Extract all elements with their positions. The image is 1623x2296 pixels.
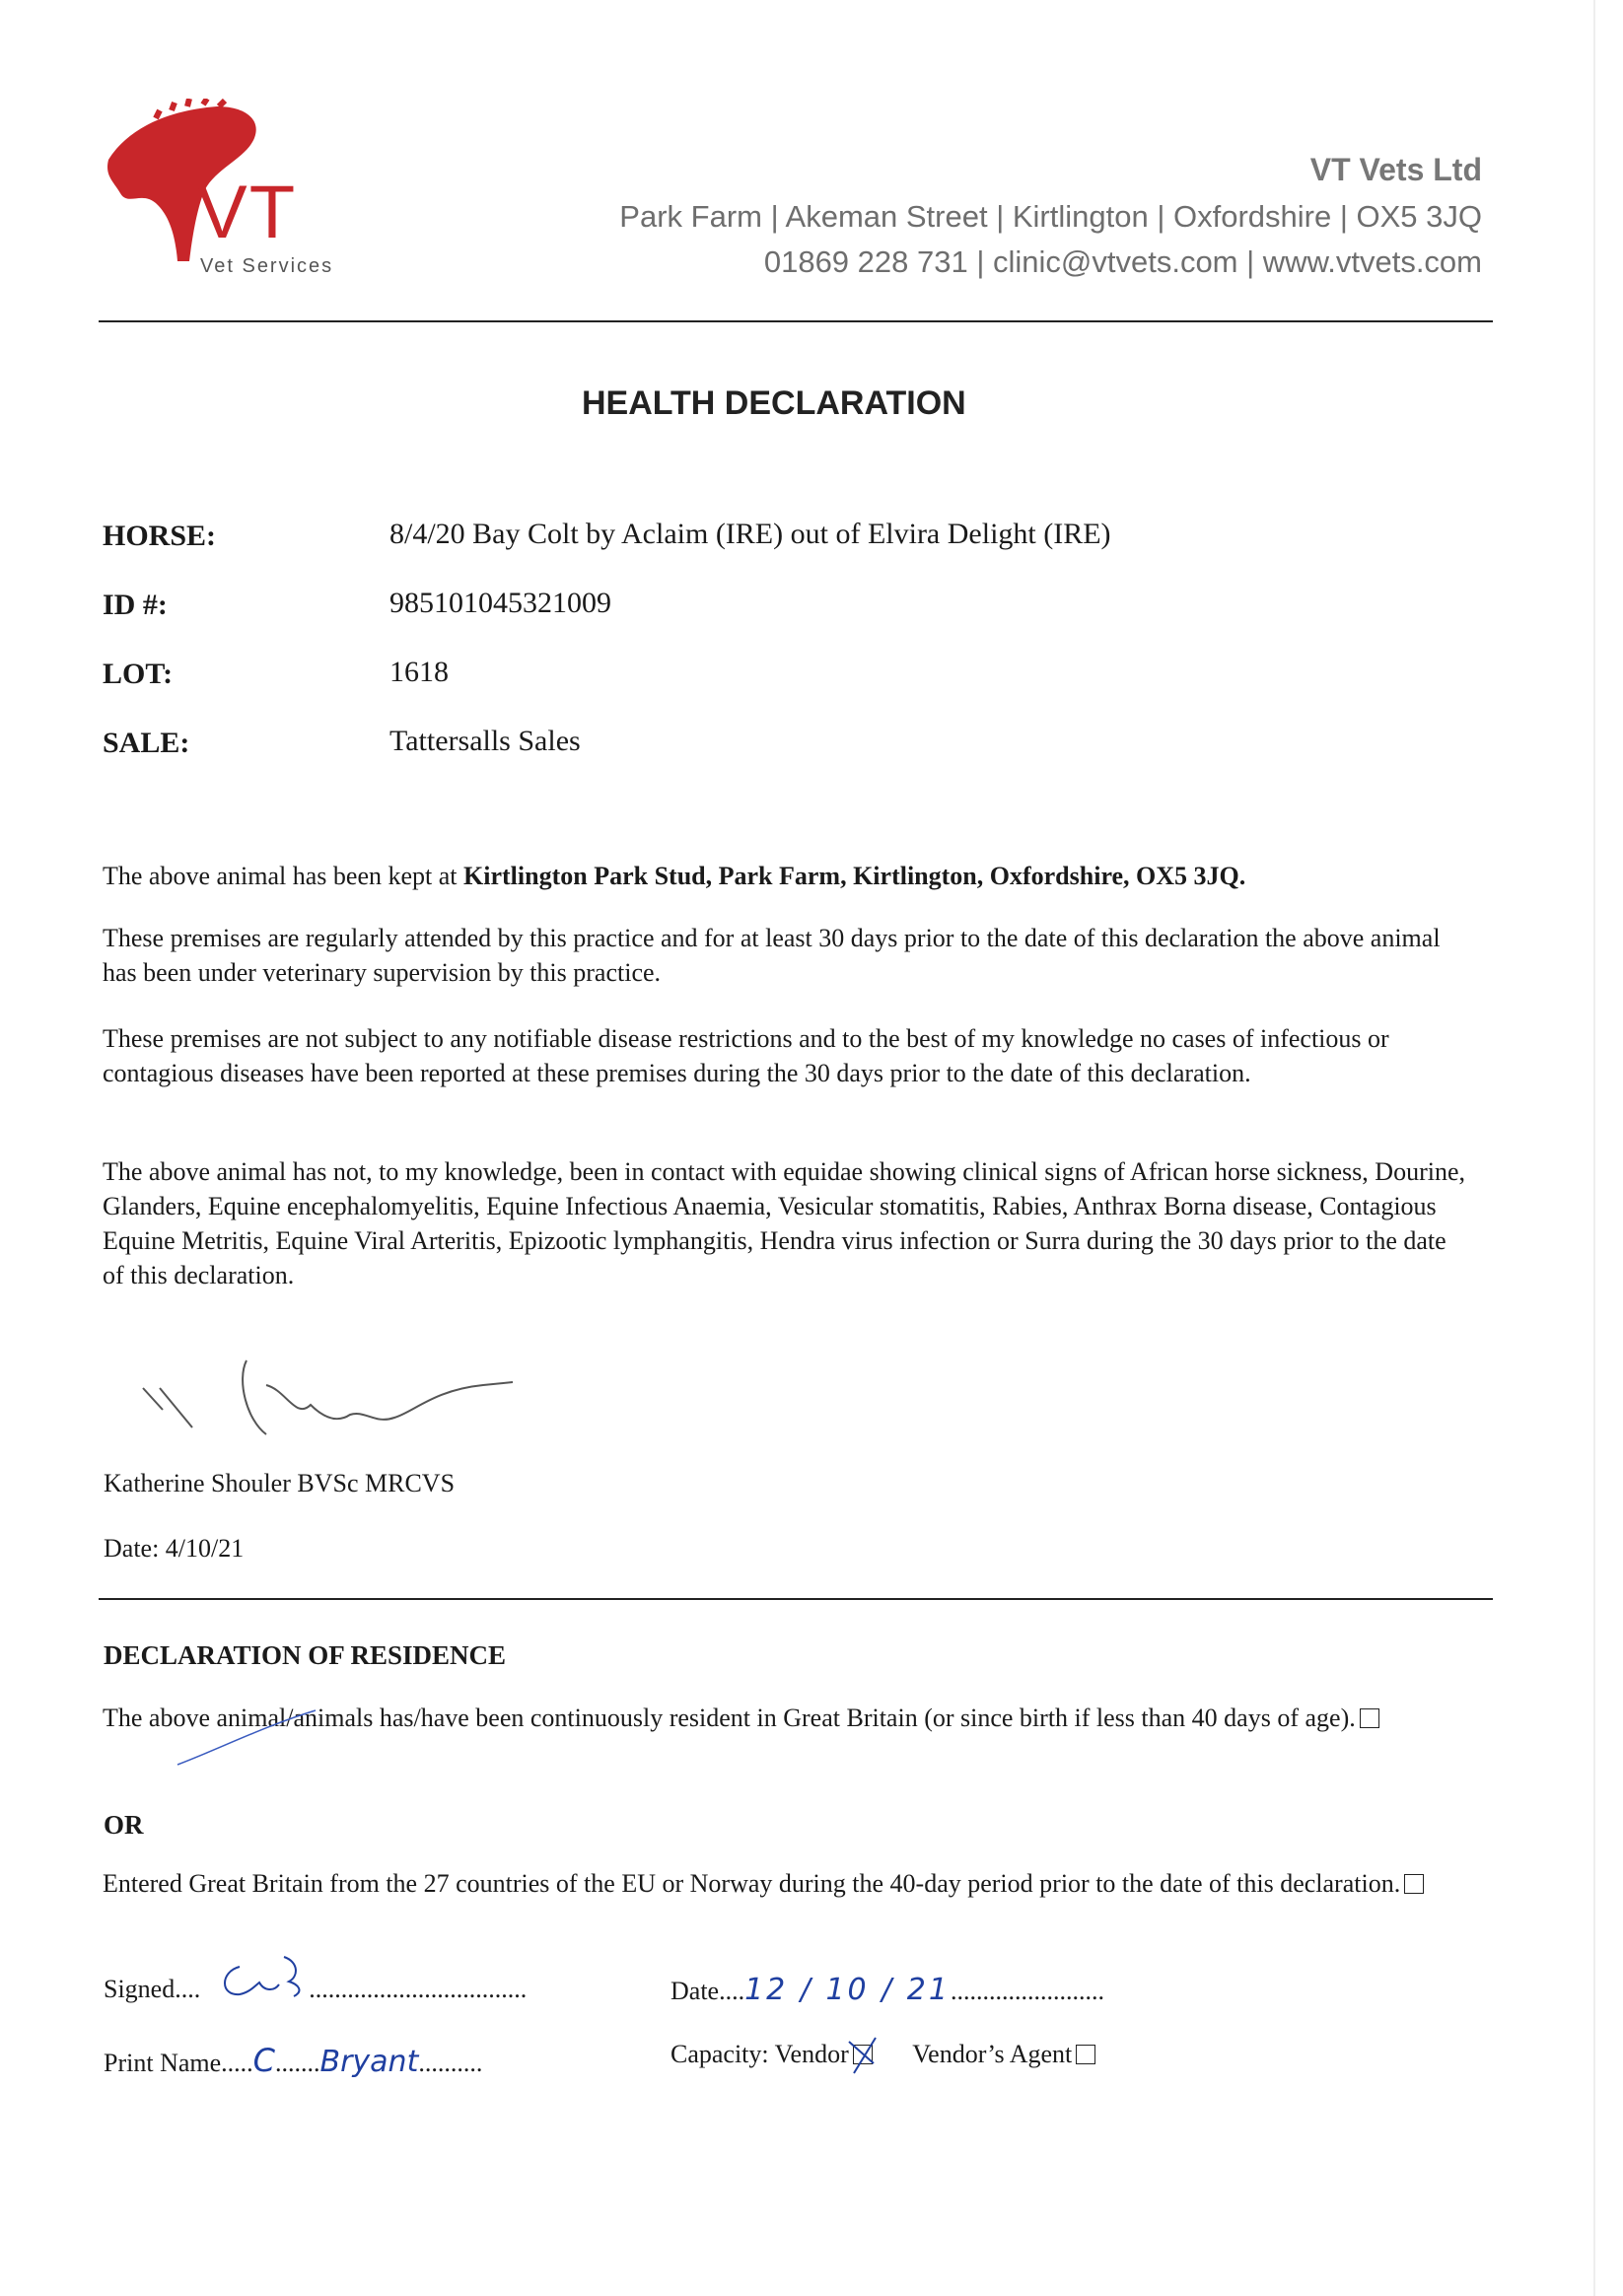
- print-name-line: [104, 2042, 482, 2079]
- agent-checkbox[interactable]: [1076, 2045, 1095, 2064]
- signed-dots: ....: [175, 1975, 201, 2003]
- company-name: VT Vets Ltd: [1309, 152, 1482, 187]
- signed-dots-2: ..................................: [309, 1975, 528, 2003]
- signed-date: 12 / 10 / 21: [744, 1973, 951, 2007]
- option-2-checkbox[interactable]: [1404, 1874, 1424, 1894]
- vet-signature: [138, 1341, 532, 1449]
- id-label: ID #:: [103, 589, 168, 621]
- residence-divider: [99, 1598, 1493, 1600]
- print-name-initial: C: [252, 2042, 275, 2079]
- date-dots-1: ....: [719, 1977, 745, 2005]
- sale-value: Tattersalls Sales: [389, 725, 581, 757]
- vet-name: Katherine Shouler BVSc MRCVS: [104, 1469, 456, 1497]
- print-dots-3: ..........: [418, 2049, 483, 2077]
- residence-option-2-text: Entered Great Britain from the 27 countries of the EU or Norway during the 40-day period prior to the date of this declaration.: [103, 1869, 1401, 1898]
- option-1-checkbox[interactable]: [1360, 1708, 1379, 1728]
- lot-label: LOT:: [103, 658, 174, 690]
- pen-stroke: [168, 1705, 325, 1784]
- capacity-line: [670, 2040, 1095, 2069]
- print-name-value: Bryant: [319, 2045, 419, 2079]
- or-label: OR: [104, 1810, 144, 1840]
- residence-option-1-text: The above animal/animals has/have been continuously resident in Great Britain (or since birth if less than 40 days of age).: [103, 1704, 1356, 1732]
- agent-label: Vendor’s Agent: [912, 2040, 1073, 2068]
- contact-paragraph: The above animal has not, to my knowledge, been in contact with equidae showing clinical signs of African horse sickness, Dourine, Glanders, Equine encephalomyelitis, Equine Infectious Anaemia, Vesicular stomatitis, Rabies, Anthrax Borna disease, Contagious Equine Metritis, Equine Viral Arteritis, Epizootic lymphangitis, Hendra virus infection or Surra during the 30 days prior to the date of this declaration.: [103, 1157, 1465, 1289]
- kept-paragraph: [103, 859, 1483, 893]
- lot-value: 1618: [389, 656, 449, 688]
- capacity-label: Capacity: Vendor: [670, 2040, 849, 2068]
- date-dots-2: ........................: [950, 1977, 1104, 2005]
- id-value: 985101045321009: [389, 587, 611, 619]
- signed-label: Signed: [104, 1975, 176, 2003]
- page-title: HEALTH DECLARATION: [582, 384, 966, 422]
- company-address: Park Farm | Akeman Street | Kirtlington | Oxfordshire | OX5 3JQ: [619, 199, 1482, 234]
- header-divider: [99, 320, 1493, 322]
- kept-location: Kirtlington Park Stud, Park Farm, Kirtlington, Oxfordshire, OX5 3JQ.: [463, 862, 1246, 890]
- signature-mark: [200, 1975, 309, 2004]
- scan-edge: [1593, 0, 1595, 2296]
- horse-value: 8/4/20 Bay Colt by Aclaim (IRE) out of Elvira Delight (IRE): [389, 518, 1111, 550]
- print-dots-1: .....: [221, 2049, 253, 2077]
- horse-label: HORSE:: [103, 520, 217, 552]
- signed-line: [104, 1975, 527, 2004]
- residence-heading: DECLARATION OF RESIDENCE: [104, 1640, 507, 1670]
- print-dots-2: .......: [275, 2049, 320, 2077]
- print-name-label: Print Name: [104, 2049, 222, 2077]
- restrictions-paragraph: These premises are not subject to any notifiable disease restrictions and to the best of my knowledge no cases of infectious or contagious diseases have been reported at these premises during the 30 days prior to the date of this declaration.: [103, 1024, 1389, 1087]
- vendor-checkbox[interactable]: [853, 2045, 873, 2064]
- kept-prefix: The above animal has been kept at: [103, 862, 464, 890]
- company-contact: 01869 228 731 | clinic@vtvets.com | www.vtvets.com: [763, 244, 1482, 279]
- vet-date: Date: 4/10/21: [104, 1534, 245, 1563]
- date-label: Date: [670, 1977, 720, 2005]
- supervision-paragraph: These premises are regularly attended by this practice and for at least 30 days prior to the date of this declaration the above animal has been under veterinary supervision by this practice.: [103, 924, 1441, 987]
- sale-label: SALE:: [103, 727, 190, 759]
- logo-tagline: Vet Services: [200, 255, 334, 277]
- logo-letters: VT: [197, 171, 298, 254]
- residence-option-2: [103, 1866, 1483, 1901]
- date-line: [670, 1973, 1104, 2007]
